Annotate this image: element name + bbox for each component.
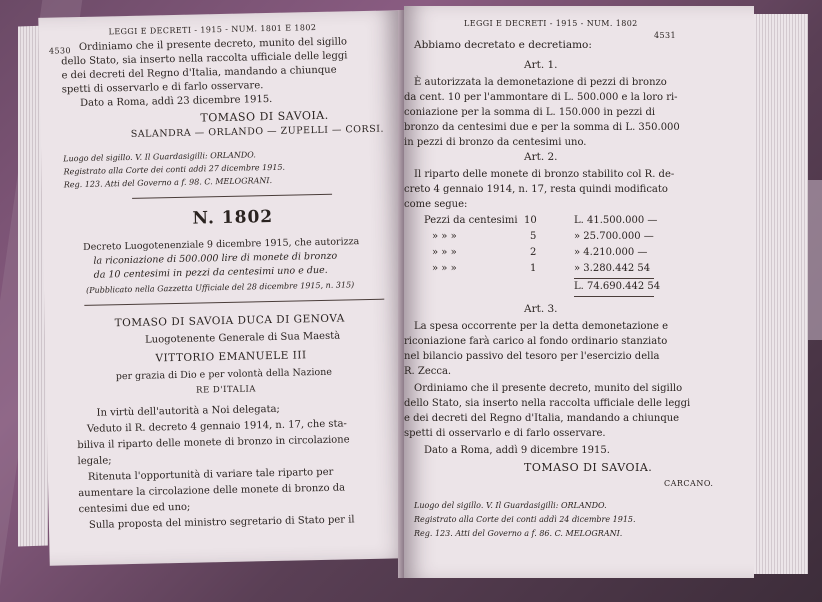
section-divider (132, 194, 332, 199)
left-page (38, 10, 409, 565)
right-page-edges (748, 14, 808, 574)
art1-line: È autorizzata la demonetazione di pezzi di bronzo (414, 77, 667, 88)
left-seal-line: Reg. 123. Atti del Governo a f. 98. C. MELOGRANI. (63, 175, 273, 190)
right-signature: TOMASO DI SAVOIA. (524, 461, 653, 474)
left-seal-line: Luogo del sigillo. V. Il Guardasigilli: ORLANDO. (63, 150, 256, 164)
closing-line: dello Stato, sia inserto nella raccolta ufficiale delle leggi (404, 398, 691, 409)
art3-line: riconiazione farà carico al fondo ordinario stanziato (404, 336, 668, 347)
right-page (404, 6, 754, 578)
coin-row-amount: » 4.210.000 — (574, 247, 648, 258)
coin-row-amount: » 25.700.000 — (574, 231, 654, 242)
title-line: per grazia di Dio e per volontà della Nazione (115, 366, 333, 383)
coin-row-denom: 10 (524, 215, 537, 226)
opening-line: Abbiamo decretato e decretiamo: (414, 39, 592, 51)
coin-row-denom: 1 (530, 263, 537, 274)
right-page-number: 4531 (654, 31, 676, 40)
left-body-line: Veduto il R. decreto 4 gennaio 1914, n. 17, che sta- (86, 418, 347, 435)
art2-line: come segue: (404, 199, 468, 210)
closing-line: e dei decreti del Regno d'Italia, mandando a chiunque (404, 413, 680, 424)
left-running-header: LEGGI E DECRETI - 1915 - NUM. 1801 E 1802 (108, 23, 317, 37)
left-signature: TOMASO DI SAVOIA. (200, 108, 329, 125)
coin-row-amount: » 3.280.442 54 (574, 263, 651, 274)
left-seal-line: Registrato alla Corte dei conti addì 27 dicembre 1915. (63, 162, 286, 177)
coin-row-label: » » » (432, 263, 457, 274)
left-page-number: 4530 (48, 46, 72, 56)
title-line: TOMASO DI SAVOIA DUCA DI GENOVA (114, 312, 345, 330)
art1-line: da cent. 10 per l'ammontare di L. 500.000 e la loro ri- (404, 92, 678, 103)
left-text-line: dello Stato, sia inserto nella raccolta ufficiale delle leggi (61, 50, 348, 68)
decree-summary-line: Decreto Luogotenenziale 9 dicembre 1915, che autorizza (83, 236, 360, 253)
table-rule (574, 278, 654, 279)
coin-row-label: Pezzi da centesimi (424, 215, 518, 226)
closing-line: spetti di osservarlo e di farlo osservare. (404, 428, 606, 439)
title-line: Luogotenente Generale di Sua Maestà (144, 330, 341, 346)
art3-line: La spesa occorrente per la detta demonetazione e (414, 321, 668, 332)
right-seal-line: Reg. 123. Atti del Governo a f. 86. C. MELOGRANI. (414, 529, 623, 538)
left-text-line: spetti di osservarlo e di farlo osservare. (61, 80, 264, 96)
coin-row-label: » » » (432, 231, 457, 242)
left-body-line: centesimi due ed uno; (78, 501, 191, 516)
right-running-header: LEGGI E DECRETI - 1915 - NUM. 1802 (464, 19, 638, 28)
decree-summary-line: da 10 centesimi in pezzi da centesimi uno e due. (93, 264, 328, 281)
left-date-line: Dato a Roma, addì 23 dicembre 1915. (79, 93, 273, 109)
article-title: Art. 3. (524, 303, 558, 315)
decree-summary-line: la riconiazione di 500.000 lire di monete di bronzo (93, 250, 338, 267)
title-line: RE D'ITALIA (196, 384, 257, 396)
gazette-note: (Pubblicato nella Gazzetta Ufficiale del 28 dicembre 1915, n. 315) (85, 280, 355, 295)
art1-line: in pezzi di bronzo da centesimi uno. (404, 137, 587, 148)
coin-row-denom: 2 (530, 247, 537, 258)
coin-row-amount: L. 41.500.000 — (574, 215, 658, 226)
art3-line: R. Zecca. (404, 366, 452, 377)
right-date-line: Dato a Roma, addì 9 dicembre 1915. (424, 445, 610, 456)
coin-row-label: » » » (432, 247, 457, 258)
left-text-line: Ordiniamo che il presente decreto, munito del sigillo (78, 36, 348, 53)
left-body-line: legale; (77, 455, 112, 468)
right-seal-line: Registrato alla Corte dei conti addì 24 dicembre 1915. (414, 515, 636, 524)
art1-line: bronzo da centesimi due e per la somma di L. 350.000 (404, 122, 680, 133)
left-body-line: In virtù dell'autorità a Noi delegata; (96, 403, 280, 419)
coin-total: L. 74.690.442 54 (574, 281, 661, 292)
decree-number: N. 1802 (192, 206, 274, 229)
right-seal-line: Luogo del sigillo. V. Il Guardasigilli: ORLANDO. (414, 501, 607, 510)
closing-line: Ordiniamo che il presente decreto, munito del sigillo (414, 383, 683, 394)
left-text-line: e dei decreti del Regno d'Italia, mandando a chiunque (61, 64, 337, 82)
left-ministers: SALANDRA — ORLANDO — ZUPELLI — CORSI. (130, 123, 385, 140)
left-body-line: aumentare la circolazione delle monete di bronzo da (78, 482, 346, 500)
art2-line: Il riparto delle monete di bronzo stabilito col R. de- (414, 169, 675, 180)
article-title: Art. 2. (524, 151, 558, 163)
article-title: Art. 1. (524, 59, 558, 71)
title-line: VITTORIO EMANUELE III (155, 349, 307, 365)
section-divider (84, 299, 384, 306)
left-body-line: biliva il riparto delle monete di bronzo in circolazione (77, 434, 350, 452)
left-body-line: Sulla proposta del ministro segretario di Stato per il (88, 514, 355, 531)
open-book (18, 4, 808, 594)
art2-line: creto 4 gennaio 1914, n. 17, resta quindi modificato (404, 184, 668, 195)
art3-line: nel bilancio passivo del tesoro per l'esercizio della (404, 351, 660, 362)
coin-row-denom: 5 (530, 231, 537, 242)
art1-line: coniazione per la somma di L. 150.000 in pezzi di (404, 107, 656, 118)
left-body-line: Ritenuta l'opportunità di variare tale riparto per (87, 466, 334, 483)
table-rule (574, 296, 654, 297)
right-minister: CARCANO. (664, 479, 714, 488)
